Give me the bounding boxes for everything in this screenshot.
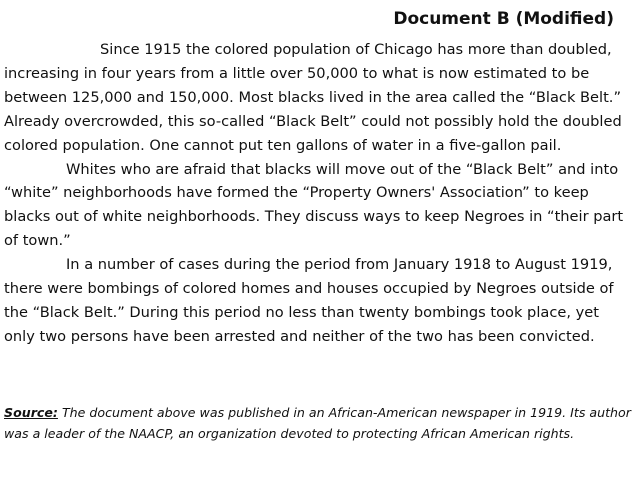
document-body — [4, 38, 634, 349]
source-label: Source: — [4, 405, 58, 420]
source-note — [4, 402, 634, 444]
document-title: Document B (Modified) — [393, 9, 614, 29]
source-text: The document above was published in an African-American newspaper in 1919. Its author was a leader of the NAACP, an organization devoted to protecting African American rights. — [4, 405, 631, 441]
paragraph-population: Since 1915 the colored population of Chicago has more than doubled, increasing in four years from a little over 50,000 to what is now estimated to be between 125,000 and 150,000. Most blacks lived in the area called the “Black Belt.” Already overcrowded, this so-called “Black Belt” could not possibly hold the doubled colored population. One cannot put ten gallons of water in a five-gallon pail. — [4, 41, 622, 154]
paragraph-property-owners: Whites who are afraid that blacks will move out of the “Black Belt” and into “white” neighborhoods have formed the “Property Owners' Association” to keep blacks out of white neighborhoods. They discuss ways to keep Negroes in “their part of town.” — [4, 160, 624, 250]
paragraph-bombings: In a number of cases during the period from January 1918 to August 1919, there were bombings of colored homes and houses occupied by Negroes outside of the “Black Belt.” During this period no less than twenty bombings took place, yet only two persons have been arrested and neither of the two has been convicted. — [4, 256, 614, 345]
